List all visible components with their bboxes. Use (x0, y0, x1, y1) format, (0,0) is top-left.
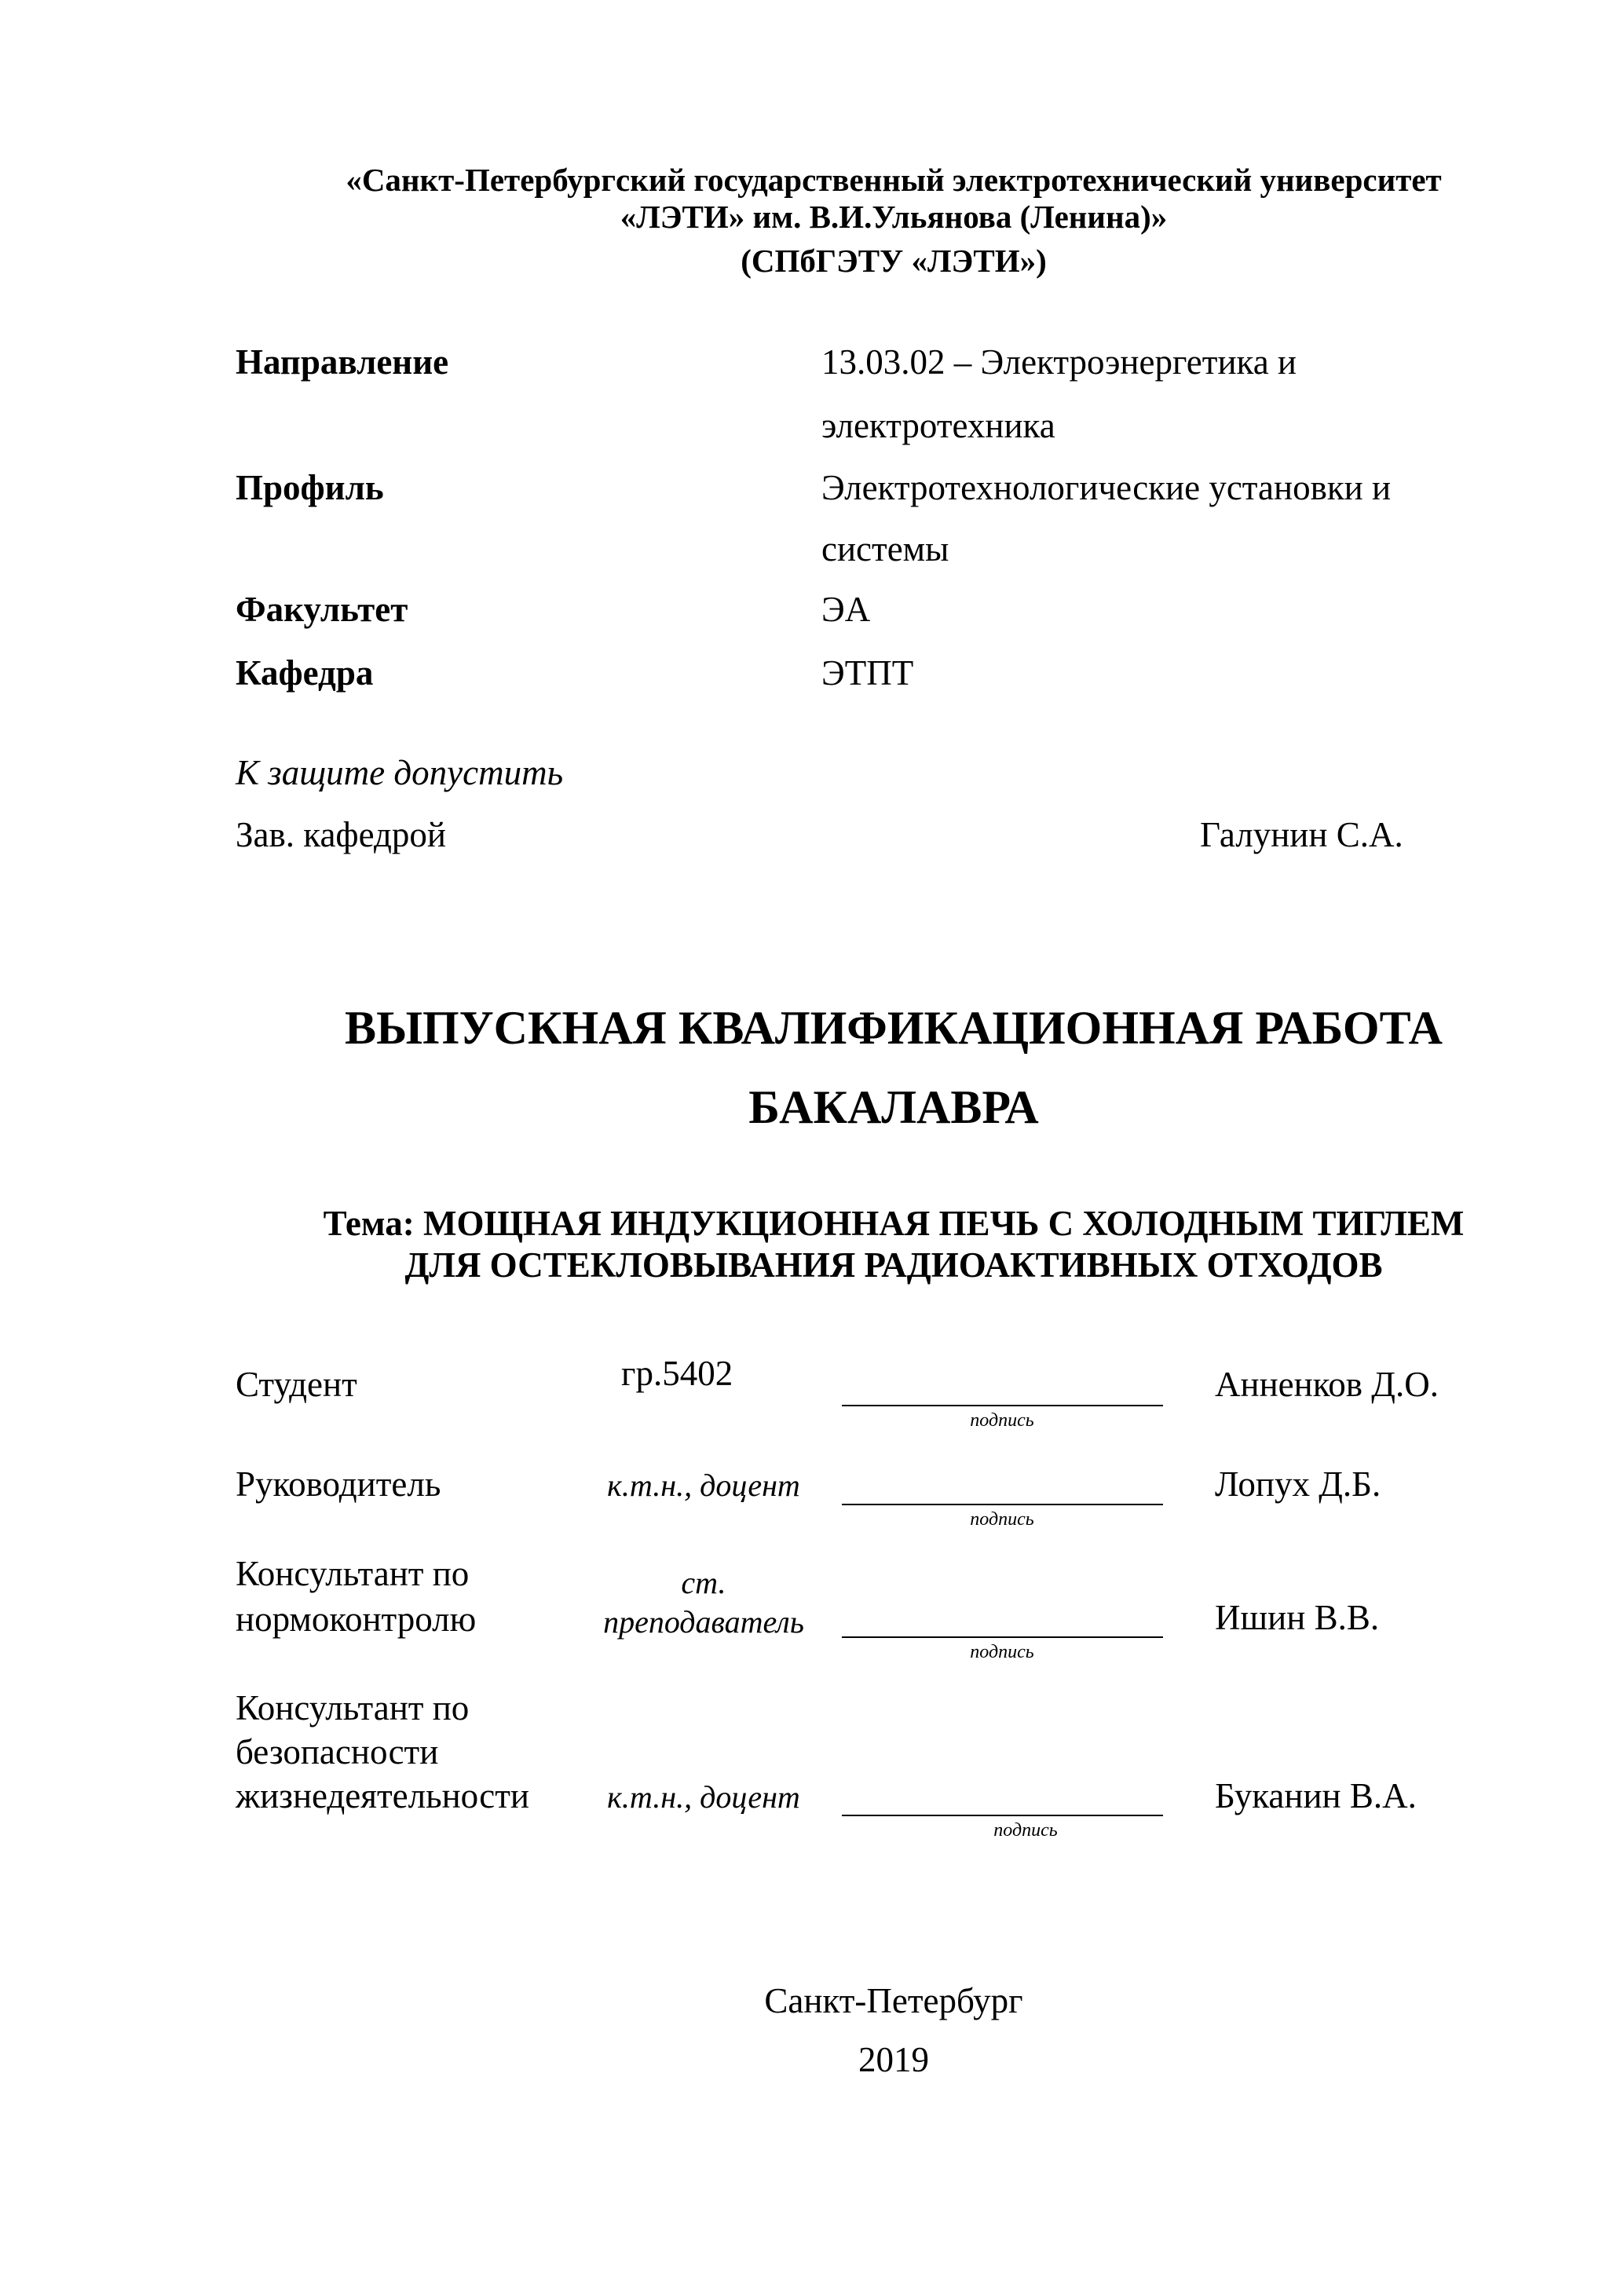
safety-position: к.т.н., доцент (607, 1779, 800, 1815)
info-value-profile-cont: системы (821, 529, 949, 569)
safety-name: Буканин В.А. (1215, 1776, 1417, 1815)
approval-note: К защите допустить (236, 753, 564, 792)
approval-name: Галунин С.А. (1200, 815, 1403, 854)
university-name-line-2: «ЛЭТИ» им. В.И.Ульянова (Ленина)» (620, 199, 1168, 235)
signature-role-normcontrol: Консультант по (236, 1554, 470, 1593)
student-name: Анненков Д.О. (1215, 1365, 1439, 1404)
normcontrol-position-cont: преподаватель (603, 1604, 804, 1640)
info-value-direction: 13.03.02 – Электроэнергетика и (821, 342, 1297, 382)
info-label-direction: Направление (236, 342, 449, 382)
theme-line-2: ДЛЯ ОСТЕКЛОВЫВАНИЯ РАДИОАКТИВНЫХ ОТХОДОВ (404, 1245, 1383, 1285)
signature-caption: подпись (970, 1410, 1034, 1431)
signature-role-safety: Консультант по (236, 1688, 470, 1727)
supervisor-position: к.т.н., доцент (607, 1468, 800, 1503)
normcontrol-position: ст. (681, 1565, 726, 1600)
signature-role-student: Студент (236, 1365, 357, 1404)
info-value-direction-cont: электротехника (821, 406, 1055, 445)
title-line-2: БАКАЛАВРА (748, 1081, 1039, 1133)
signature-role-safety-cont-2: жизнедеятельности (236, 1776, 530, 1815)
supervisor-name: Лопух Д.Б. (1215, 1464, 1381, 1504)
footer-city: Санкт-Петербург (764, 1981, 1023, 2020)
signature-role-normcontrol-cont: нормоконтролю (236, 1600, 477, 1639)
signature-role-supervisor: Руководитель (236, 1464, 441, 1504)
title-line-1: ВЫПУСКНАЯ КВАЛИФИКАЦИОННАЯ РАБОТА (345, 1002, 1443, 1054)
approval-role: Зав. кафедрой (236, 815, 446, 854)
signature-caption: подпись (970, 1642, 1034, 1662)
theme-line-1: Тема: МОЩНАЯ ИНДУКЦИОННАЯ ПЕЧЬ С ХОЛОДНЫМ ТИГЛЕМ (323, 1204, 1465, 1243)
university-abbreviation: (СПбГЭТУ «ЛЭТИ») (741, 243, 1047, 279)
signature-role-safety-cont: безопасности (236, 1732, 439, 1771)
info-label-profile: Профиль (236, 468, 384, 507)
signature-line (842, 1636, 1163, 1638)
info-value-profile: Электротехнологические установки и (821, 468, 1392, 507)
signature-line (842, 1504, 1163, 1505)
info-value-faculty: ЭА (821, 590, 871, 629)
footer-year: 2019 (858, 2040, 929, 2079)
normcontrol-name: Ишин В.В. (1215, 1598, 1380, 1637)
signature-line (842, 1815, 1163, 1816)
info-value-department: ЭТПТ (821, 653, 914, 693)
signature-caption: подпись (993, 1820, 1058, 1841)
student-group: гр.5402 (621, 1354, 733, 1393)
signature-line (842, 1405, 1163, 1406)
info-label-faculty: Факультет (236, 590, 408, 629)
university-name-line-1: «Санкт-Петербургский государственный электротехнический университет (346, 162, 1442, 198)
info-label-department: Кафедра (236, 653, 374, 693)
signature-caption: подпись (970, 1509, 1034, 1530)
